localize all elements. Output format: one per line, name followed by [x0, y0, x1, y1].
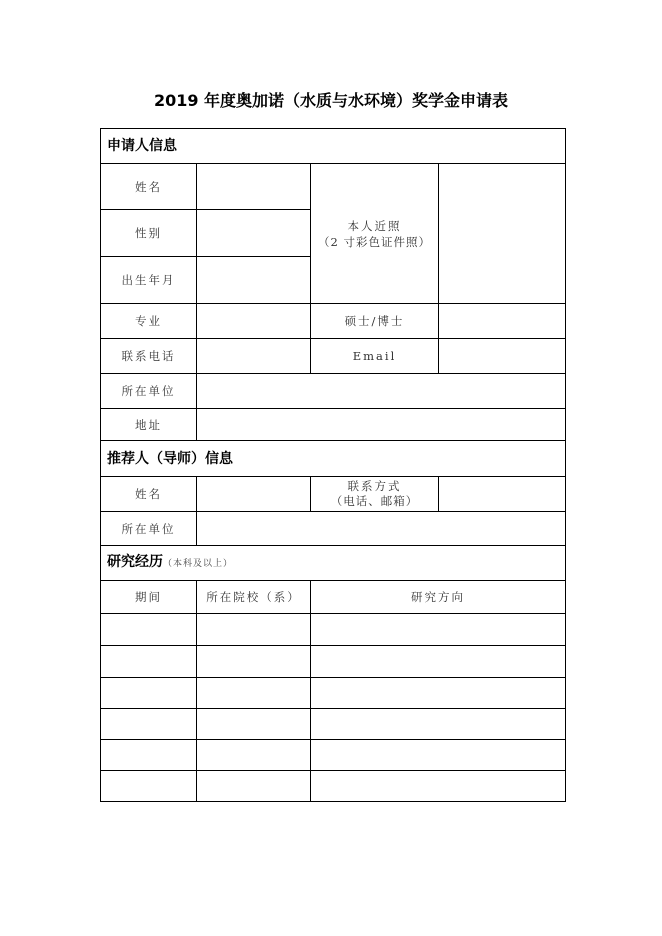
- field-gender[interactable]: [197, 210, 311, 257]
- table-row: [101, 678, 566, 709]
- header-research-direction: 研究方向: [311, 581, 566, 614]
- field-degree[interactable]: [439, 304, 566, 339]
- label-major: 专业: [101, 304, 197, 339]
- label-gender: 性别: [101, 210, 197, 257]
- field-institution[interactable]: [197, 678, 311, 709]
- field-period[interactable]: [101, 740, 197, 771]
- field-name[interactable]: [197, 164, 311, 210]
- field-period[interactable]: [101, 709, 197, 740]
- table-row: [101, 646, 566, 678]
- field-referee-name[interactable]: [197, 477, 311, 512]
- field-institution[interactable]: [197, 771, 311, 802]
- field-period[interactable]: [101, 646, 197, 678]
- section-applicant-info: 申请人信息: [101, 129, 566, 164]
- table-row: [101, 709, 566, 740]
- field-period[interactable]: [101, 614, 197, 646]
- field-direction[interactable]: [311, 709, 566, 740]
- application-form-table: [100, 128, 566, 802]
- field-major[interactable]: [197, 304, 311, 339]
- photo-label-line2: （2 寸彩色证件照）: [318, 234, 431, 249]
- table-row: [101, 771, 566, 802]
- label-referee-contact-line1: 联系方式: [347, 479, 402, 493]
- label-phone: 联系电话: [101, 339, 197, 374]
- field-institution[interactable]: [197, 614, 311, 646]
- label-referee-contact-line2: （电话、邮箱）: [330, 494, 419, 508]
- table-row: [101, 614, 566, 646]
- label-name: 姓名: [101, 164, 197, 210]
- field-birth[interactable]: [197, 257, 311, 304]
- field-address[interactable]: [197, 409, 566, 441]
- label-referee-org: 所在单位: [101, 512, 197, 546]
- header-period: 期间: [101, 581, 197, 614]
- field-referee-contact[interactable]: [439, 477, 566, 512]
- photo-label: [311, 164, 439, 304]
- table-row: [101, 740, 566, 771]
- field-direction[interactable]: [311, 614, 566, 646]
- field-phone[interactable]: [197, 339, 311, 374]
- label-org: 所在单位: [101, 374, 197, 409]
- form-title: 2019 年度奥加诺（水质与水环境）奖学金申请表: [153, 91, 509, 110]
- section-research-experience: [101, 546, 566, 581]
- field-institution[interactable]: [197, 740, 311, 771]
- field-direction[interactable]: [311, 740, 566, 771]
- field-period[interactable]: [101, 678, 197, 709]
- field-direction[interactable]: [311, 678, 566, 709]
- field-institution[interactable]: [197, 709, 311, 740]
- field-institution[interactable]: [197, 646, 311, 678]
- section-referee-info: 推荐人（导师）信息: [101, 441, 566, 477]
- field-email[interactable]: [439, 339, 566, 374]
- label-referee-name: 姓名: [101, 477, 197, 512]
- field-direction[interactable]: [311, 771, 566, 802]
- label-referee-contact: [311, 477, 439, 512]
- photo-field[interactable]: [439, 164, 566, 304]
- label-email: Email: [311, 339, 439, 374]
- label-degree: 硕士/博士: [311, 304, 439, 339]
- header-institution: 所在院校（系）: [197, 581, 311, 614]
- field-referee-org[interactable]: [197, 512, 566, 546]
- label-address: 地址: [101, 409, 197, 441]
- research-title: 研究经历: [107, 554, 163, 570]
- research-note: （本科及以上）: [163, 559, 234, 569]
- field-direction[interactable]: [311, 646, 566, 678]
- label-birth: 出生年月: [101, 257, 197, 304]
- photo-label-line1: 本人近照: [347, 218, 402, 233]
- field-period[interactable]: [101, 771, 197, 802]
- field-org[interactable]: [197, 374, 566, 409]
